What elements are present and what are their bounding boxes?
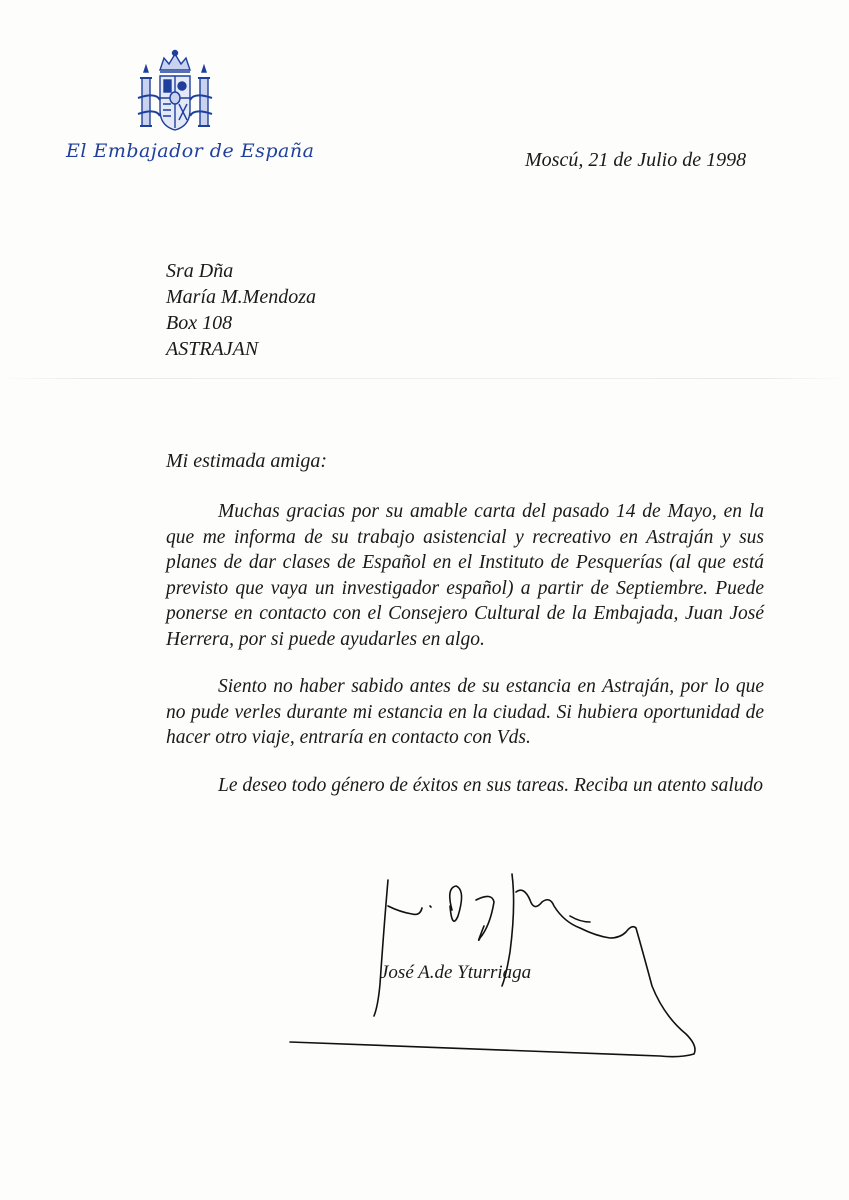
address-line: Box 108 bbox=[166, 312, 233, 334]
address-line: ASTRAJAN bbox=[166, 338, 259, 360]
coat-of-arms-icon bbox=[136, 48, 214, 144]
body-paragraph: Siento no haber sabido antes de su estancia en Astraján, por lo que no pude verles durante mi estancia en la ciudad. Si hubiera oportunidad de hacer otro viaje, entraría en contacto con Vds. bbox=[166, 676, 764, 748]
letter-body bbox=[166, 499, 764, 820]
signer-name: José A.de Yturriaga bbox=[380, 962, 532, 983]
body-paragraph: Muchas gracias por su amable carta del pasado 14 de Mayo, en la que me informa de su trabajo asistencial y recreativo en Astraján y sus planes de dar clases de Español en el Instituto de Pesquerías (al que está previsto que vaya un investigador español) a partir de Septiembre. Puede ponerse en contacto con el Consejero Cultural de la Embajada, Juan José Herrera, por si puede ayudarles en algo. bbox=[166, 501, 764, 650]
body-paragraph: Le deseo todo género de éxitos en sus tareas. Reciba un atento saludo bbox=[218, 774, 764, 796]
fold-line bbox=[0, 378, 849, 379]
recipient-address bbox=[166, 258, 316, 362]
letter-date: Moscú, 21 de Julio de 1998 bbox=[525, 149, 747, 171]
salutation: Mi estimada amiga: bbox=[166, 450, 328, 472]
address-line: Sra Dña bbox=[166, 260, 234, 282]
letterhead-title: El Embajador de España bbox=[66, 140, 315, 162]
address-line: María M.Mendoza bbox=[166, 286, 316, 308]
